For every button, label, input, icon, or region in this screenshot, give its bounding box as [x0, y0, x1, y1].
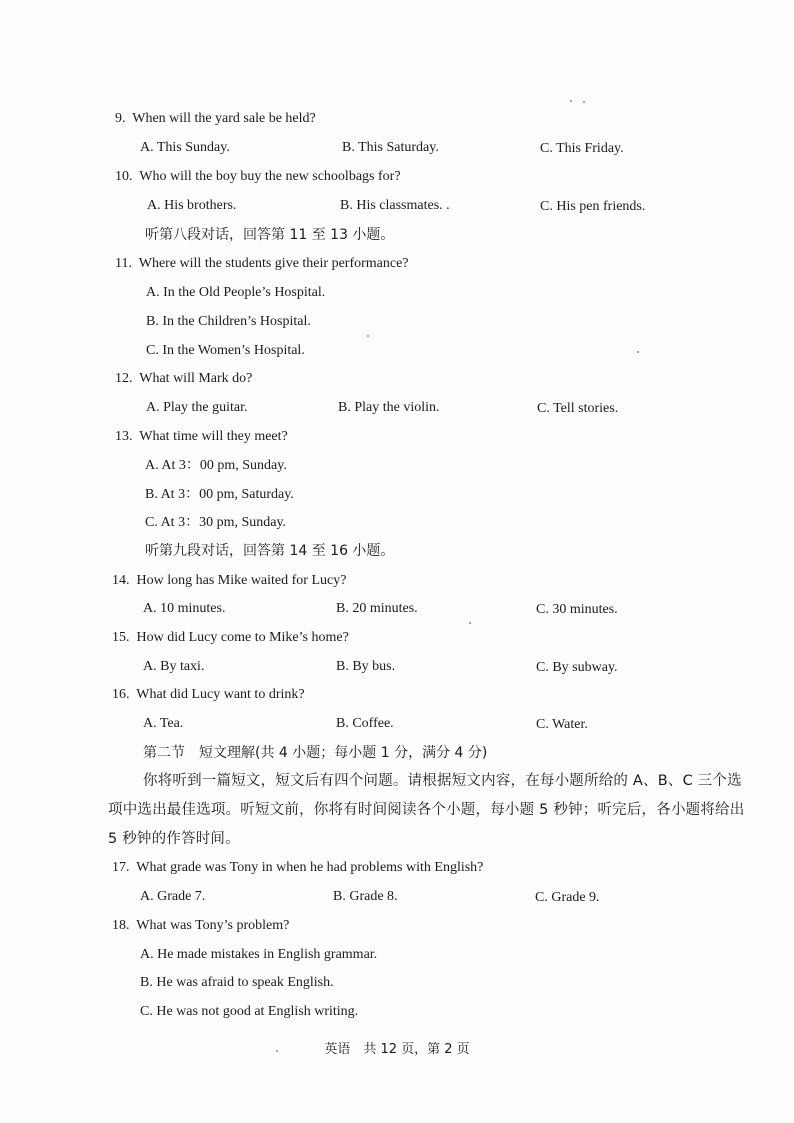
option-b: B. His classmates. . — [340, 198, 450, 213]
section-2-instructions: 你将听到一篇短文，短文后有四个问题。请根据短文内容，在每小题所给的 A、B、C 三个选项中选出最佳选项。听短文前，你将有时间阅读各个小题，每小题 5 秒钟；听完后，各小题将给出 5 秒钟的作答时间。 — [108, 773, 745, 847]
question-text: How did Lucy come to Mike’s home? — [136, 630, 349, 645]
option-a: A. His brothers. — [147, 198, 237, 213]
question-text: How long has Mike waited for Lucy? — [136, 573, 347, 588]
question-text: What grade was Tony in when he had problems with English? — [136, 860, 484, 875]
question-text: When will the yard sale be held? — [132, 111, 316, 126]
question-number: 12. — [115, 371, 133, 386]
option-b: B. By bus. — [336, 659, 396, 674]
question-number: 13. — [115, 429, 133, 444]
question-9 — [115, 110, 316, 128]
option-c: C. Grade 9. — [535, 890, 600, 905]
option-b: B. 20 minutes. — [336, 601, 418, 616]
question-number: 18. — [112, 918, 130, 933]
option-a: A. Play the guitar. — [146, 400, 248, 415]
question-text: Who will the boy buy the new schoolbags for? — [139, 169, 401, 184]
option-a: A. In the Old People’s Hospital. — [146, 285, 326, 300]
question-number: 9. — [115, 111, 126, 126]
page-footer: 英语 共 12 页，第 2 页 — [324, 1042, 470, 1057]
option-a: A. Tea. — [143, 716, 184, 731]
question-number: 10. — [115, 169, 133, 184]
scan-speck — [583, 101, 585, 103]
option-a: A. Grade 7. — [140, 889, 206, 904]
option-a: A. He made mistakes in English grammar. — [140, 947, 378, 962]
option-c: C. In the Women’s Hospital. — [146, 343, 305, 358]
option-c: C. He was not good at English writing. — [140, 1004, 359, 1019]
question-number: 16. — [112, 687, 130, 702]
option-b: B. Play the violin. — [338, 400, 440, 415]
scan-speck — [570, 100, 572, 102]
question-text: What will Mark do? — [139, 371, 253, 386]
section-2-title: 第二节 短文理解(共 4 小题；每小题 1 分，满分 4 分) — [143, 745, 488, 761]
question-17 — [112, 859, 483, 877]
option-a: A. 10 minutes. — [143, 601, 226, 616]
option-c: C. Tell stories. — [537, 401, 619, 416]
question-number: 14. — [112, 573, 130, 588]
question-number: 15. — [112, 630, 130, 645]
option-c: C. 30 minutes. — [536, 602, 618, 617]
option-b: B. In the Children’s Hospital. — [146, 314, 311, 329]
scan-speck — [276, 1050, 278, 1052]
question-text: What was Tony’s problem? — [136, 918, 290, 933]
question-text: Where will the students give their performance? — [138, 256, 409, 271]
option-b: B. He was afraid to speak English. — [140, 975, 334, 990]
dialog-8-instruction: 听第八段对话，回答第 11 至 13 小题。 — [145, 227, 395, 243]
scan-speck — [637, 351, 639, 353]
question-text: What time will they meet? — [139, 429, 288, 444]
option-c: C. His pen friends. — [540, 199, 646, 214]
option-c: C. By subway. — [536, 660, 618, 675]
option-c: C. At 3：30 pm, Sunday. — [145, 515, 287, 530]
option-c: C. Water. — [536, 717, 588, 732]
question-16 — [112, 686, 305, 704]
option-b: B. Coffee. — [336, 716, 394, 731]
question-number: 11. — [115, 256, 132, 271]
option-b: B. This Saturday. — [342, 140, 439, 155]
option-b: B. At 3：00 pm, Saturday. — [145, 487, 294, 502]
question-11 — [115, 255, 409, 273]
question-18 — [112, 917, 289, 935]
dialog-9-instruction: 听第九段对话，回答第 14 至 16 小题。 — [145, 543, 395, 559]
scan-speck — [367, 335, 369, 337]
question-15 — [112, 629, 349, 647]
option-a: A. By taxi. — [143, 659, 205, 674]
option-c: C. This Friday. — [540, 141, 624, 156]
option-a: A. At 3：00 pm, Sunday. — [145, 458, 287, 473]
option-a: A. This Sunday. — [140, 140, 230, 155]
question-14 — [112, 572, 346, 590]
scan-speck — [469, 622, 471, 624]
question-10 — [115, 168, 401, 186]
question-13 — [115, 428, 288, 446]
question-text: What did Lucy want to drink? — [136, 687, 305, 702]
question-number: 17. — [112, 860, 130, 875]
question-12 — [115, 370, 252, 388]
option-b: B. Grade 8. — [333, 889, 398, 904]
